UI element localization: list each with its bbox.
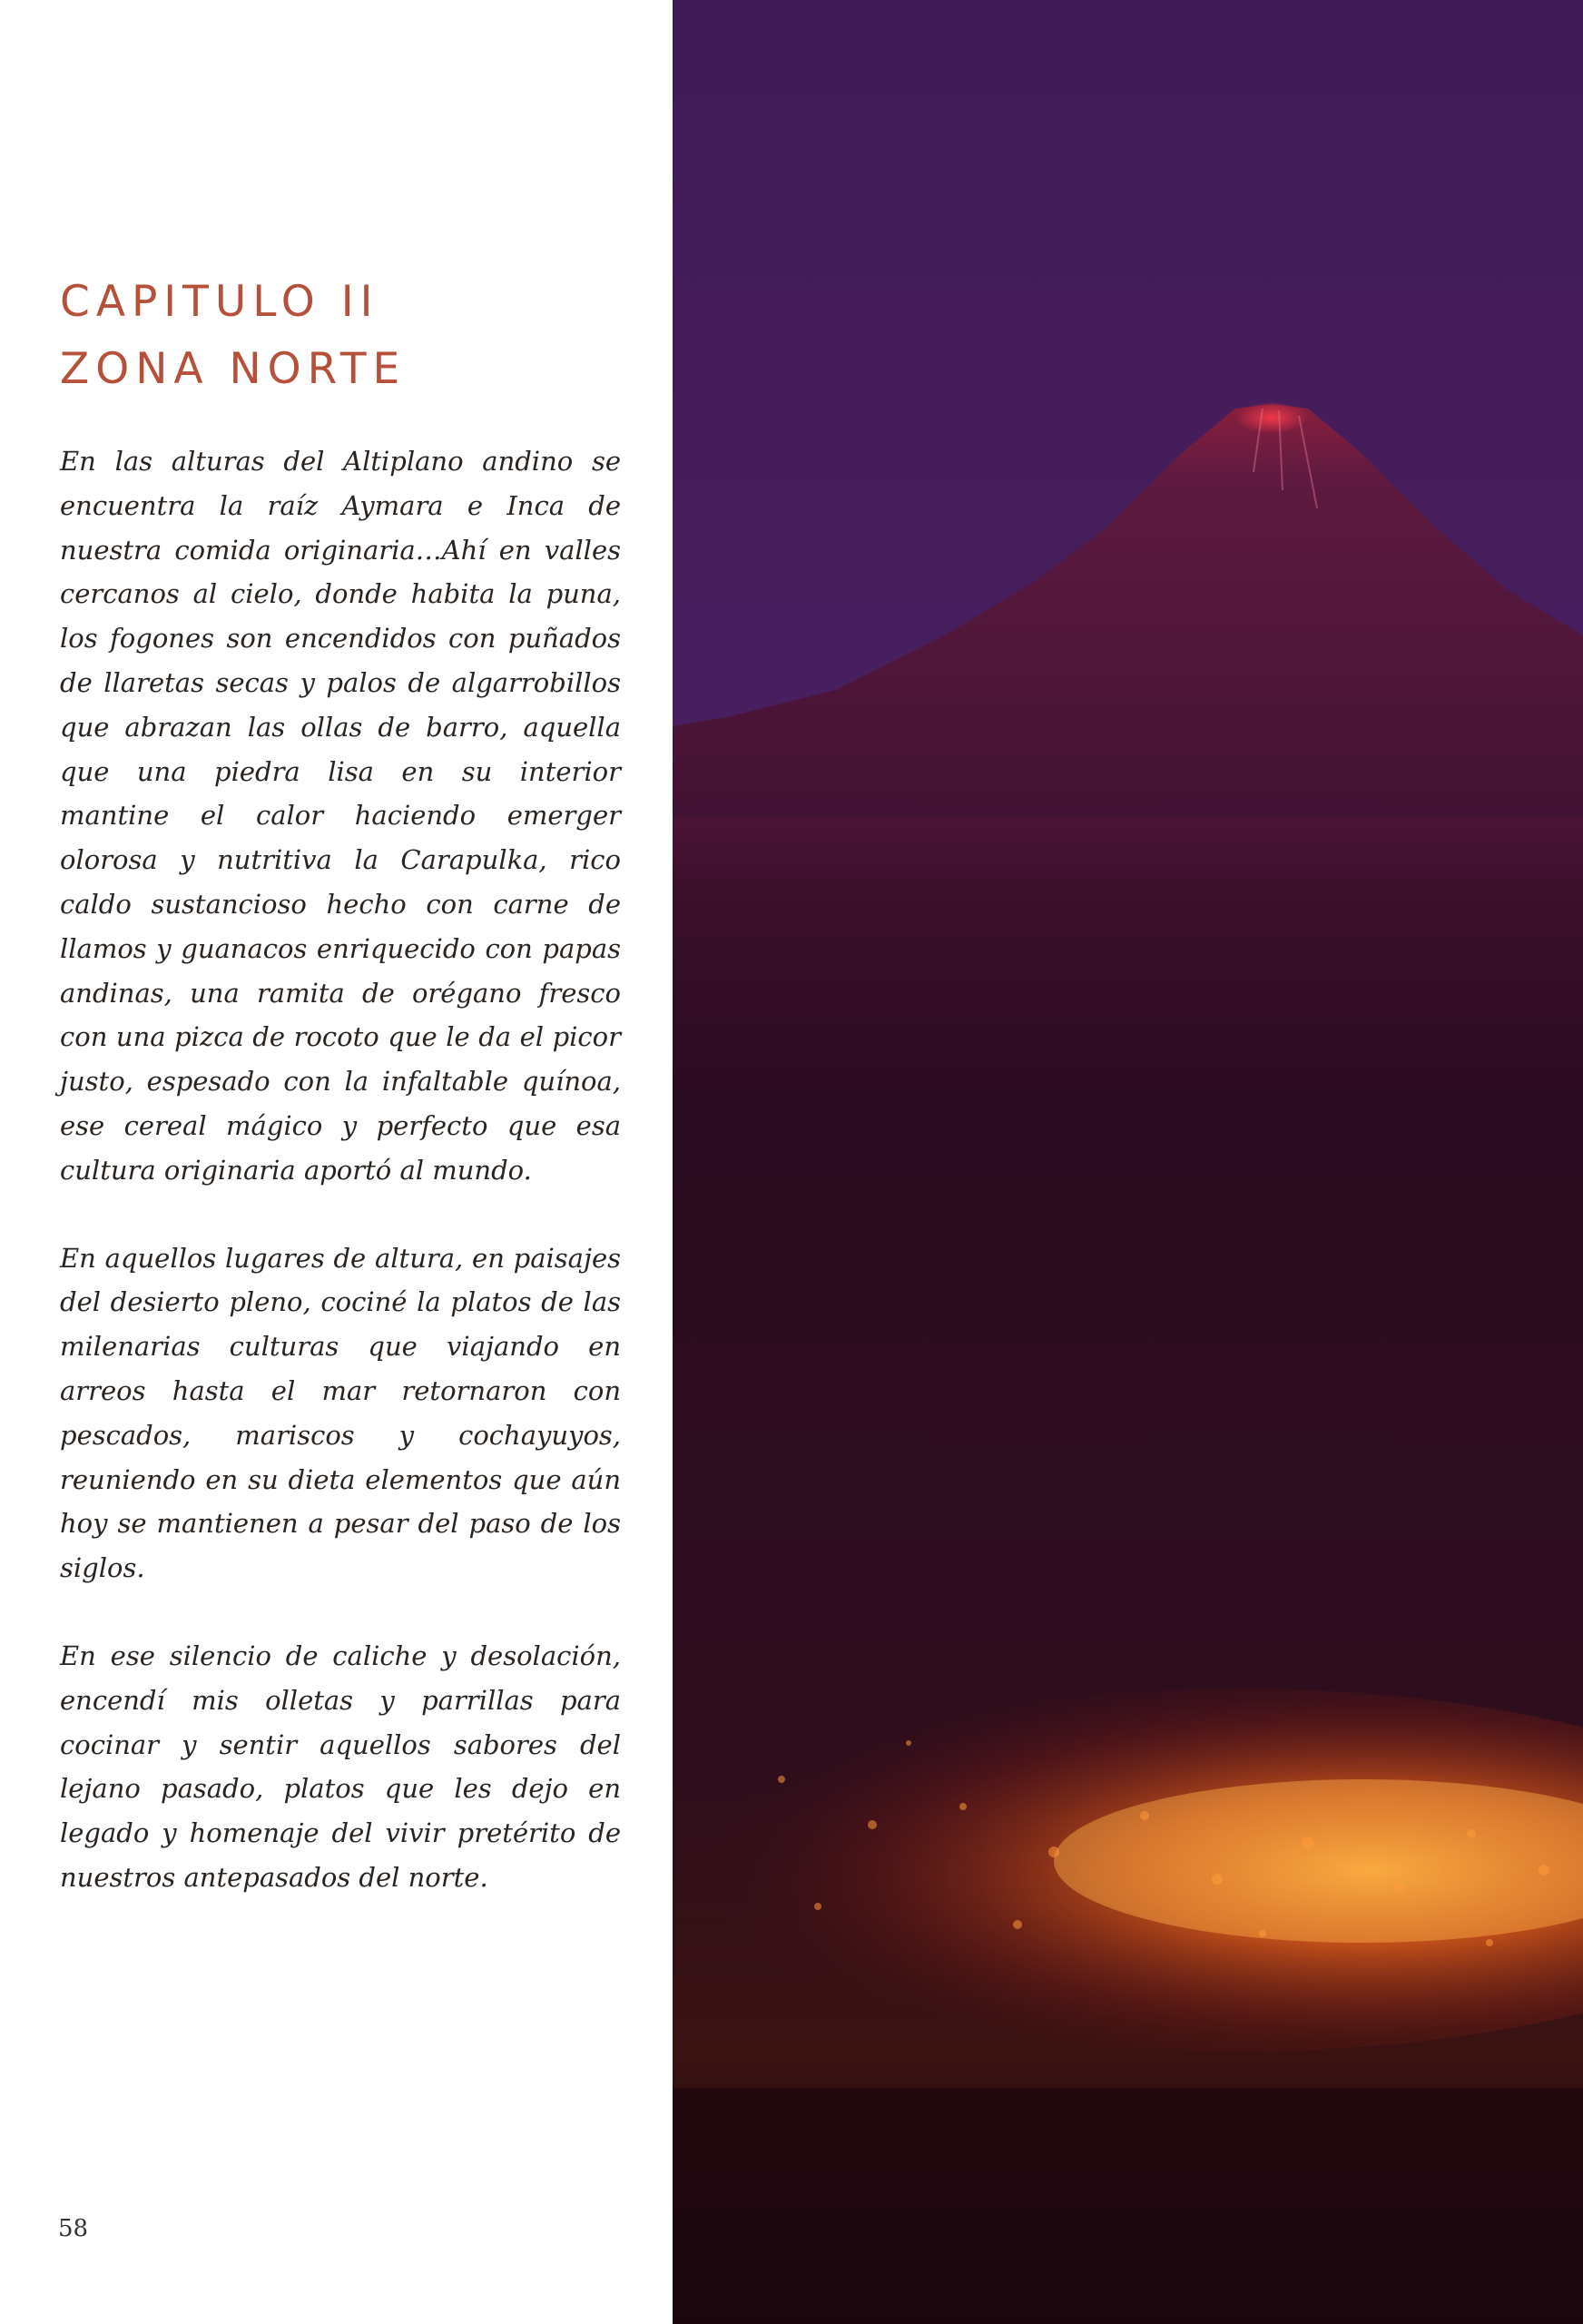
chapter-title — [60, 269, 641, 403]
paragraph-2: En aquellos lugares de altura, en paisajes del desierto pleno, cociné la platos de las milenarias culturas que viajando en arreos hasta el mar retornaron con pescados, mariscos y cochayuyos, reuniendo en su dieta elementos que aún hoy se mantienen a pesar del paso de los siglos. — [60, 1242, 621, 1584]
chapter-body — [60, 439, 621, 1944]
page-number: 58 — [58, 2215, 89, 2242]
chapter-subtitle: ZONA NORTE — [60, 344, 407, 394]
volcano-night-photo — [673, 0, 1583, 2324]
text-column — [0, 0, 673, 2324]
paragraph-1: En las alturas del Altiplano andino se encuentra la raíz Aymara e Inca de nuestra comida originaria…Ahí en valles cercanos al cielo, donde habita la puna, los fogones son encendidos con puñados de llaretas secas y palos de algarrobillos que abrazan las ollas de barro, aquella que una piedra lisa en su interior mantine el calor haciendo emerger olorosa y nutritiva la Carapulka, rico caldo sustancioso hecho con carne de llamos y guanacos enriquecido con papas andinas, una ramita de orégano fresco con una pizca de rocoto que le da el picor justo, espesado con la infaltable quínoa, ese cereal mágico y perfecto que esa cultura originaria aportó al mundo. — [60, 446, 621, 1186]
chapter-number: CAPITULO II — [60, 277, 379, 327]
photo-illustration — [673, 0, 1583, 2324]
paragraph-3: En ese silencio de caliche y desolación, encendí mis olletas y parrillas para cocinar y sentir aquellos sabores del lejano pasado, platos que les dejo en legado y homenaje del vivir pretérito de nuestros antepasados del norte. — [60, 1640, 621, 1893]
